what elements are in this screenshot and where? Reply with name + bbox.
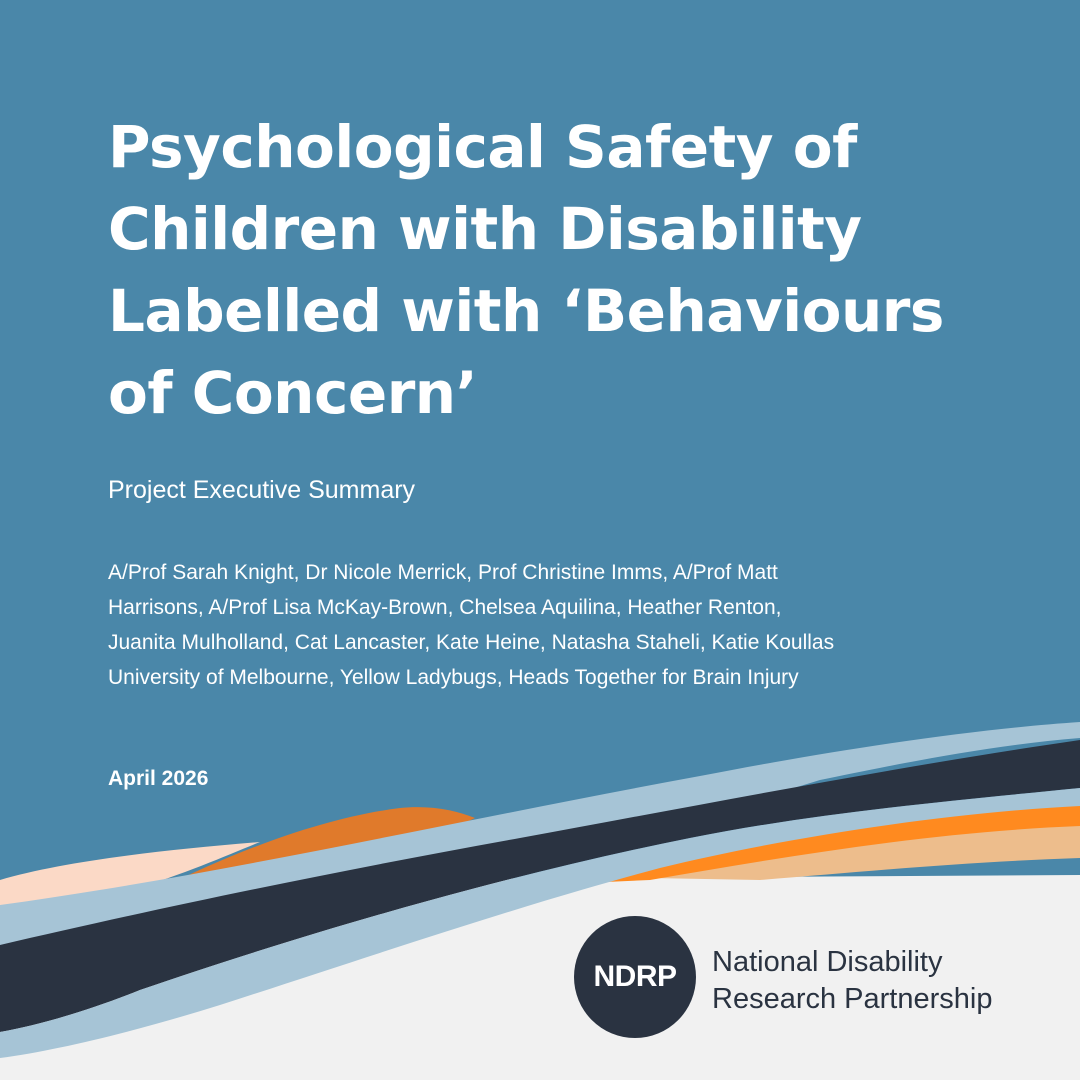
author-line: Harrisons, A/Prof Lisa McKay-Brown, Chelsea Aquilina, Heather Renton, — [108, 596, 782, 619]
ndrp-logo — [574, 916, 696, 1038]
author-line: A/Prof Sarah Knight, Dr Nicole Merrick, Prof Christine Imms, A/Prof Matt — [108, 561, 778, 584]
publication-date: April 2026 — [108, 767, 209, 790]
logo-abbreviation: NDRP — [593, 960, 677, 993]
author-line: Juanita Mulholland, Cat Lancaster, Kate Heine, Natasha Staheli, Katie Koullas — [108, 631, 835, 654]
author-list — [108, 555, 988, 695]
report-title: Psychological Safety of Children with Disability Labelled with ‘Behaviours of Concern’ — [108, 113, 944, 427]
organisation-name-line1: National Disability — [712, 946, 943, 978]
organisation-name — [712, 944, 992, 1018]
report-subtitle: Project Executive Summary — [108, 476, 416, 504]
organisations-line: University of Melbourne, Yellow Ladybugs, Heads Together for Brain Injury — [108, 666, 799, 689]
organisation-name-line2: Research Partnership — [712, 983, 993, 1015]
